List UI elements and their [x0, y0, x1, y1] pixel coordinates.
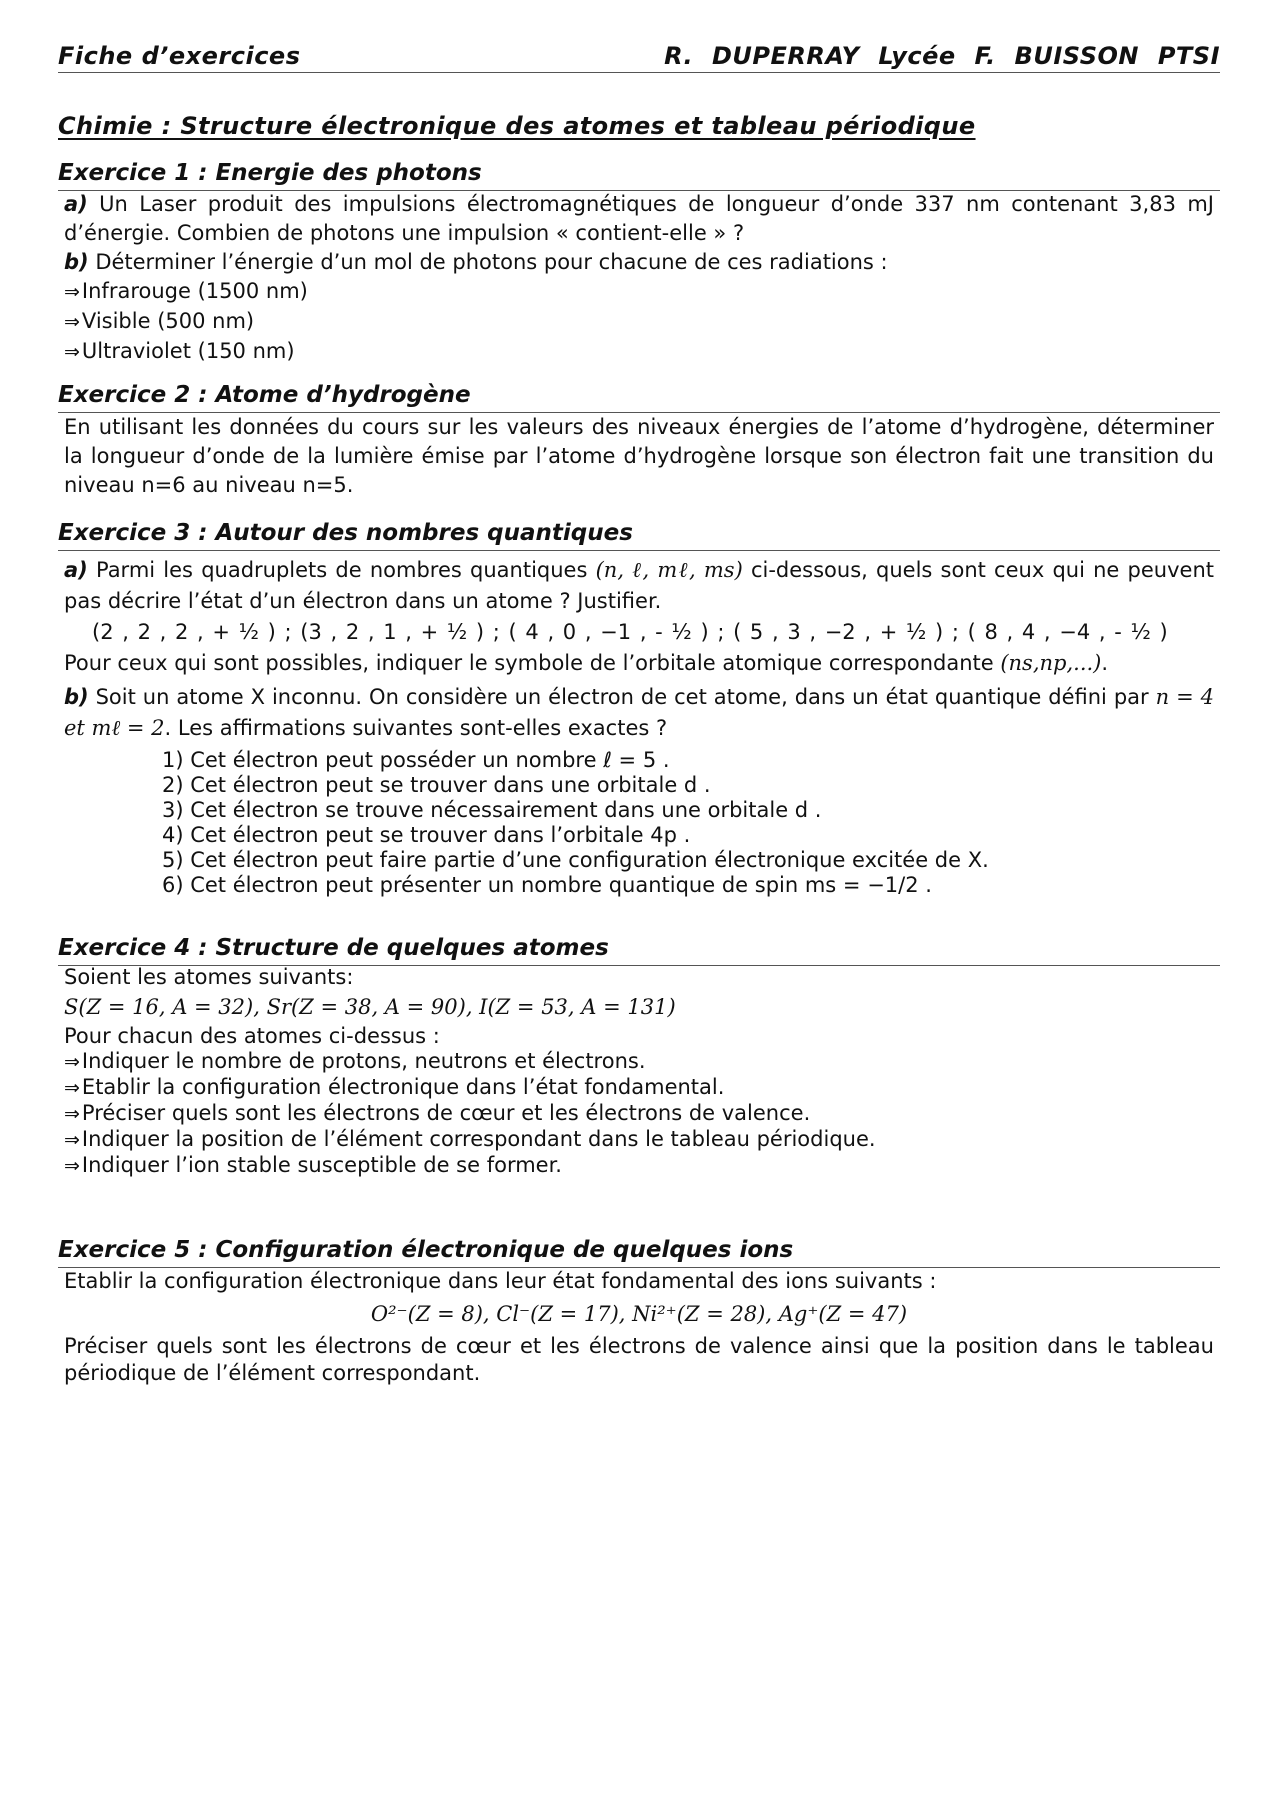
list-item: 2) Cet électron peut se trouver dans une orbitale d . — [162, 773, 711, 797]
page-header — [58, 42, 1220, 73]
header-right: R. DUPERRAY Lycée F. BUISSON PTSI — [664, 42, 1220, 70]
implies-arrow-icon: ⇒ — [64, 341, 80, 363]
exercise-3-heading: Exercice 3 : Autour des nombres quantiques — [58, 520, 1220, 551]
quantum-numbers-formula: (n, ℓ, mℓ, ms) — [595, 558, 743, 582]
quadruplets-list: (2 , 2 , 2 , + ½ ) ; (3 , 2 , 1 , + ½ ) ; ( 4 , 0 , −1 , - ½ ) ; ( 5 , 3 , −2 , + ½ ) ; ( 8 , 4 , −4 , - ½ ) — [92, 620, 1168, 644]
part-b-label: b) — [64, 685, 89, 709]
exercise-2-heading: Exercice 2 : Atome d’hydrogène — [58, 382, 1220, 413]
exercise-4-heading: Exercice 4 : Structure de quelques atomes — [58, 935, 1220, 966]
list-item: ⇒Visible (500 nm) — [64, 309, 255, 333]
exercise-1-part-b — [64, 248, 1214, 277]
ions-formula: O²⁻(Z = 8), Cl⁻(Z = 17), Ni²⁺(Z = 28), Ag⁺(Z = 47) — [370, 1302, 908, 1326]
part-b-text: Déterminer l’énergie d’un mol de photons pour chacune de ces radiations : — [88, 250, 888, 274]
state-formula: n = 4 et mℓ = 2 — [64, 685, 1214, 740]
exercise-1-heading: Exercice 1 : Energie des photons — [58, 160, 1220, 191]
part-a-label: a) — [64, 192, 88, 216]
exercise-3-body — [64, 555, 1214, 898]
exercise-4-question: Pour chacun des atomes ci-dessus : — [64, 1024, 440, 1048]
part-a-label: a) — [64, 558, 88, 582]
implies-arrow-icon: ⇒ — [64, 1155, 80, 1177]
implies-arrow-icon: ⇒ — [64, 1051, 80, 1073]
implies-arrow-icon: ⇒ — [64, 1129, 80, 1151]
implies-arrow-icon: ⇒ — [64, 311, 80, 333]
implies-arrow-icon: ⇒ — [64, 281, 80, 303]
list-item: ⇒Ultraviolet (150 nm) — [64, 339, 295, 363]
list-item: ⇒Etablir la configuration électronique dans l’état fondamental. — [64, 1075, 725, 1099]
atoms-formula: S(Z = 16, A = 32), Sr(Z = 38, A = 90), I(Z = 53, A = 131) — [64, 995, 676, 1019]
exercise-3-part-b: b) Soit un atome X inconnu. On considère un électron de cet atome, dans un état quantique défini par n = 4 et mℓ = 2. Les affirmations suivantes sont-elles exactes ? — [64, 685, 1214, 740]
list-item: ⇒Indiquer le nombre de protons, neutrons et électrons. — [64, 1049, 646, 1073]
exercise-4-intro: Soient les atomes suivants: — [64, 965, 354, 989]
exercise-5-heading: Exercice 5 : Configuration électronique de quelques ions — [58, 1237, 1220, 1268]
exercise-3-possible: Pour ceux qui sont possibles, indiquer le symbole de l’orbitale atomique correspondante (ns,np,...). — [64, 651, 1109, 675]
exercise-3-part-a: a) Parmi les quadruplets de nombres quantiques (n, ℓ, mℓ, ms) ci-dessous, quels sont ceux qui ne peuvent pas décrire l’état d’un électron dans un atome ? Justifier. — [64, 558, 1214, 613]
exercise-5-text: Préciser quels sont les électrons de cœur et les électrons de valence ainsi que la position dans le tableau périodique de l’élément correspondant. — [64, 1334, 1214, 1385]
list-item: 3) Cet électron se trouve nécessairement dans une orbitale d . — [162, 798, 822, 822]
list-item: 5) Cet électron peut faire partie d’une configuration électronique excitée de X. — [162, 848, 989, 872]
orbital-symbols-formula: (ns,np,...) — [1000, 651, 1102, 675]
list-item: 6) Cet électron peut présenter un nombre quantique de spin ms = −1/2 . — [162, 873, 932, 897]
list-item: 4) Cet électron peut se trouver dans l’orbitale 4p . — [162, 823, 691, 847]
exercise-1-part-a — [64, 190, 1214, 248]
exercise-2-body — [64, 413, 1214, 500]
list-item: ⇒Indiquer l’ion stable susceptible de se former. — [64, 1153, 562, 1177]
exercise-4-body — [64, 965, 1214, 1179]
part-b-label: b) — [64, 250, 89, 274]
page-title: Chimie : Structure électronique des atomes et tableau périodique — [58, 112, 976, 140]
statements-list — [64, 748, 1214, 898]
list-item: ⇒Préciser quels sont les électrons de cœur et les électrons de valence. — [64, 1101, 811, 1125]
part-a-text: Un Laser produit des impulsions électromagnétiques de longueur d’onde 337 nm contenant 3,83 mJ d’énergie. Combien de photons une impulsion « contient-elle » ? — [64, 192, 1214, 245]
implies-arrow-icon: ⇒ — [64, 1077, 80, 1099]
header-left: Fiche d’exercices — [58, 42, 301, 70]
list-item: ⇒Infrarouge (1500 nm) — [64, 279, 308, 303]
exercise-2-text: En utilisant les données du cours sur les valeurs des niveaux énergies de l’atome d’hydrogène, déterminer la longueur d’onde de la lumière émise par l’atome d’hydrogène lorsque son électron fait une transition du niveau n=6 au niveau n=5. — [64, 415, 1214, 497]
exercise-5-intro: Etablir la configuration électronique dans leur état fondamental des ions suivants : — [64, 1269, 937, 1293]
implies-arrow-icon: ⇒ — [64, 1103, 80, 1125]
exercise-5-body — [64, 1268, 1214, 1387]
list-item: ⇒Indiquer la position de l’élément correspondant dans le tableau périodique. — [64, 1127, 876, 1151]
list-item: 1) Cet électron peut posséder un nombre ℓ = 5 . — [162, 748, 670, 772]
exercise-1-body — [64, 190, 1214, 367]
